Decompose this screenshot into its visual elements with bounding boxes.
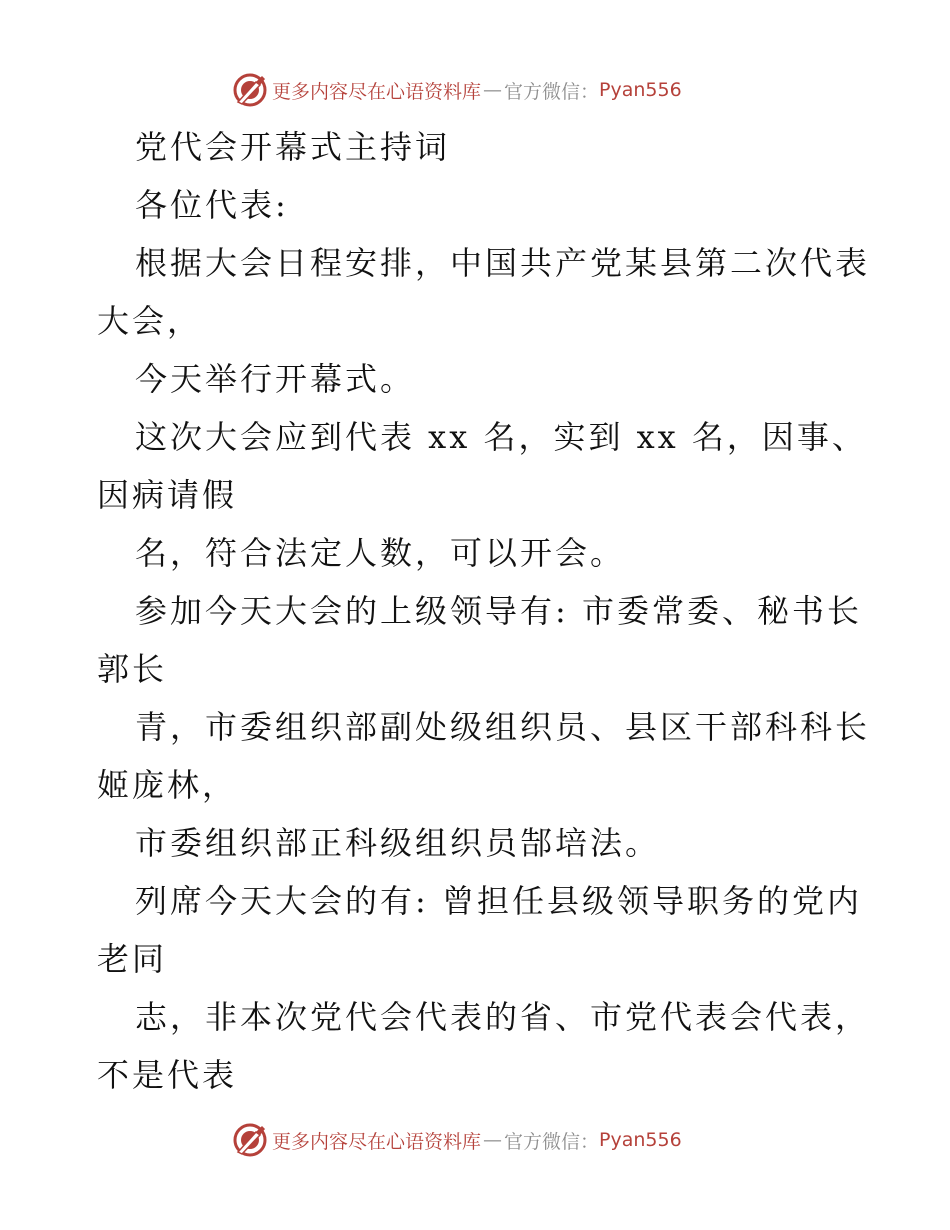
doc-line: 郭长 [97,650,168,688]
doc-line: 今天举行开幕式。 [135,360,416,398]
wechat-id: Pyan556 [599,79,682,101]
doc-line: 不是代表 [97,1056,238,1094]
banner-separator: — [483,79,503,101]
wechat-id: Pyan556 [599,1129,682,1151]
footer-banner [232,1120,682,1160]
doc-line: 老同 [97,940,168,978]
doc-line: 志，非本次党代会代表的省、市党代表会代表， [135,998,871,1036]
doc-line: 大会， [97,302,203,340]
doc-line: 这次大会应到代表 xx 名，实到 xx 名，因事、 [135,418,867,456]
wechat-label: 官方微信： [504,1130,600,1153]
pen-seal-logo-icon [232,1122,268,1158]
banner-separator: — [483,1129,503,1151]
doc-line: 青，市委组织部副处级组织员、县区干部科科长 [135,708,871,746]
doc-line: 因病请假 [97,476,238,514]
doc-line: 根据大会日程安排，中国共产党某县第二次代表 [135,244,871,282]
doc-line: 列席今天大会的有: 曾担任县级领导职务的党内 [135,882,862,920]
wechat-label: 官方微信： [504,80,600,103]
banner-text: 更多内容尽在心语资料库 [272,80,482,103]
doc-line: 参加今天大会的上级领导有: 市委常委、秘书长 [135,592,862,630]
doc-line: 名，符合法定人数，可以开会。 [135,534,626,572]
pen-seal-logo-icon [232,72,268,108]
doc-line: 姬庞林， [97,766,238,804]
banner-text: 更多内容尽在心语资料库 [272,1130,482,1153]
header-banner [232,70,682,110]
doc-line: 市委组织部正科级组织员郜培法。 [135,824,661,862]
doc-line: 各位代表: [135,186,289,224]
doc-title: 党代会开幕式主持词 [135,128,451,166]
